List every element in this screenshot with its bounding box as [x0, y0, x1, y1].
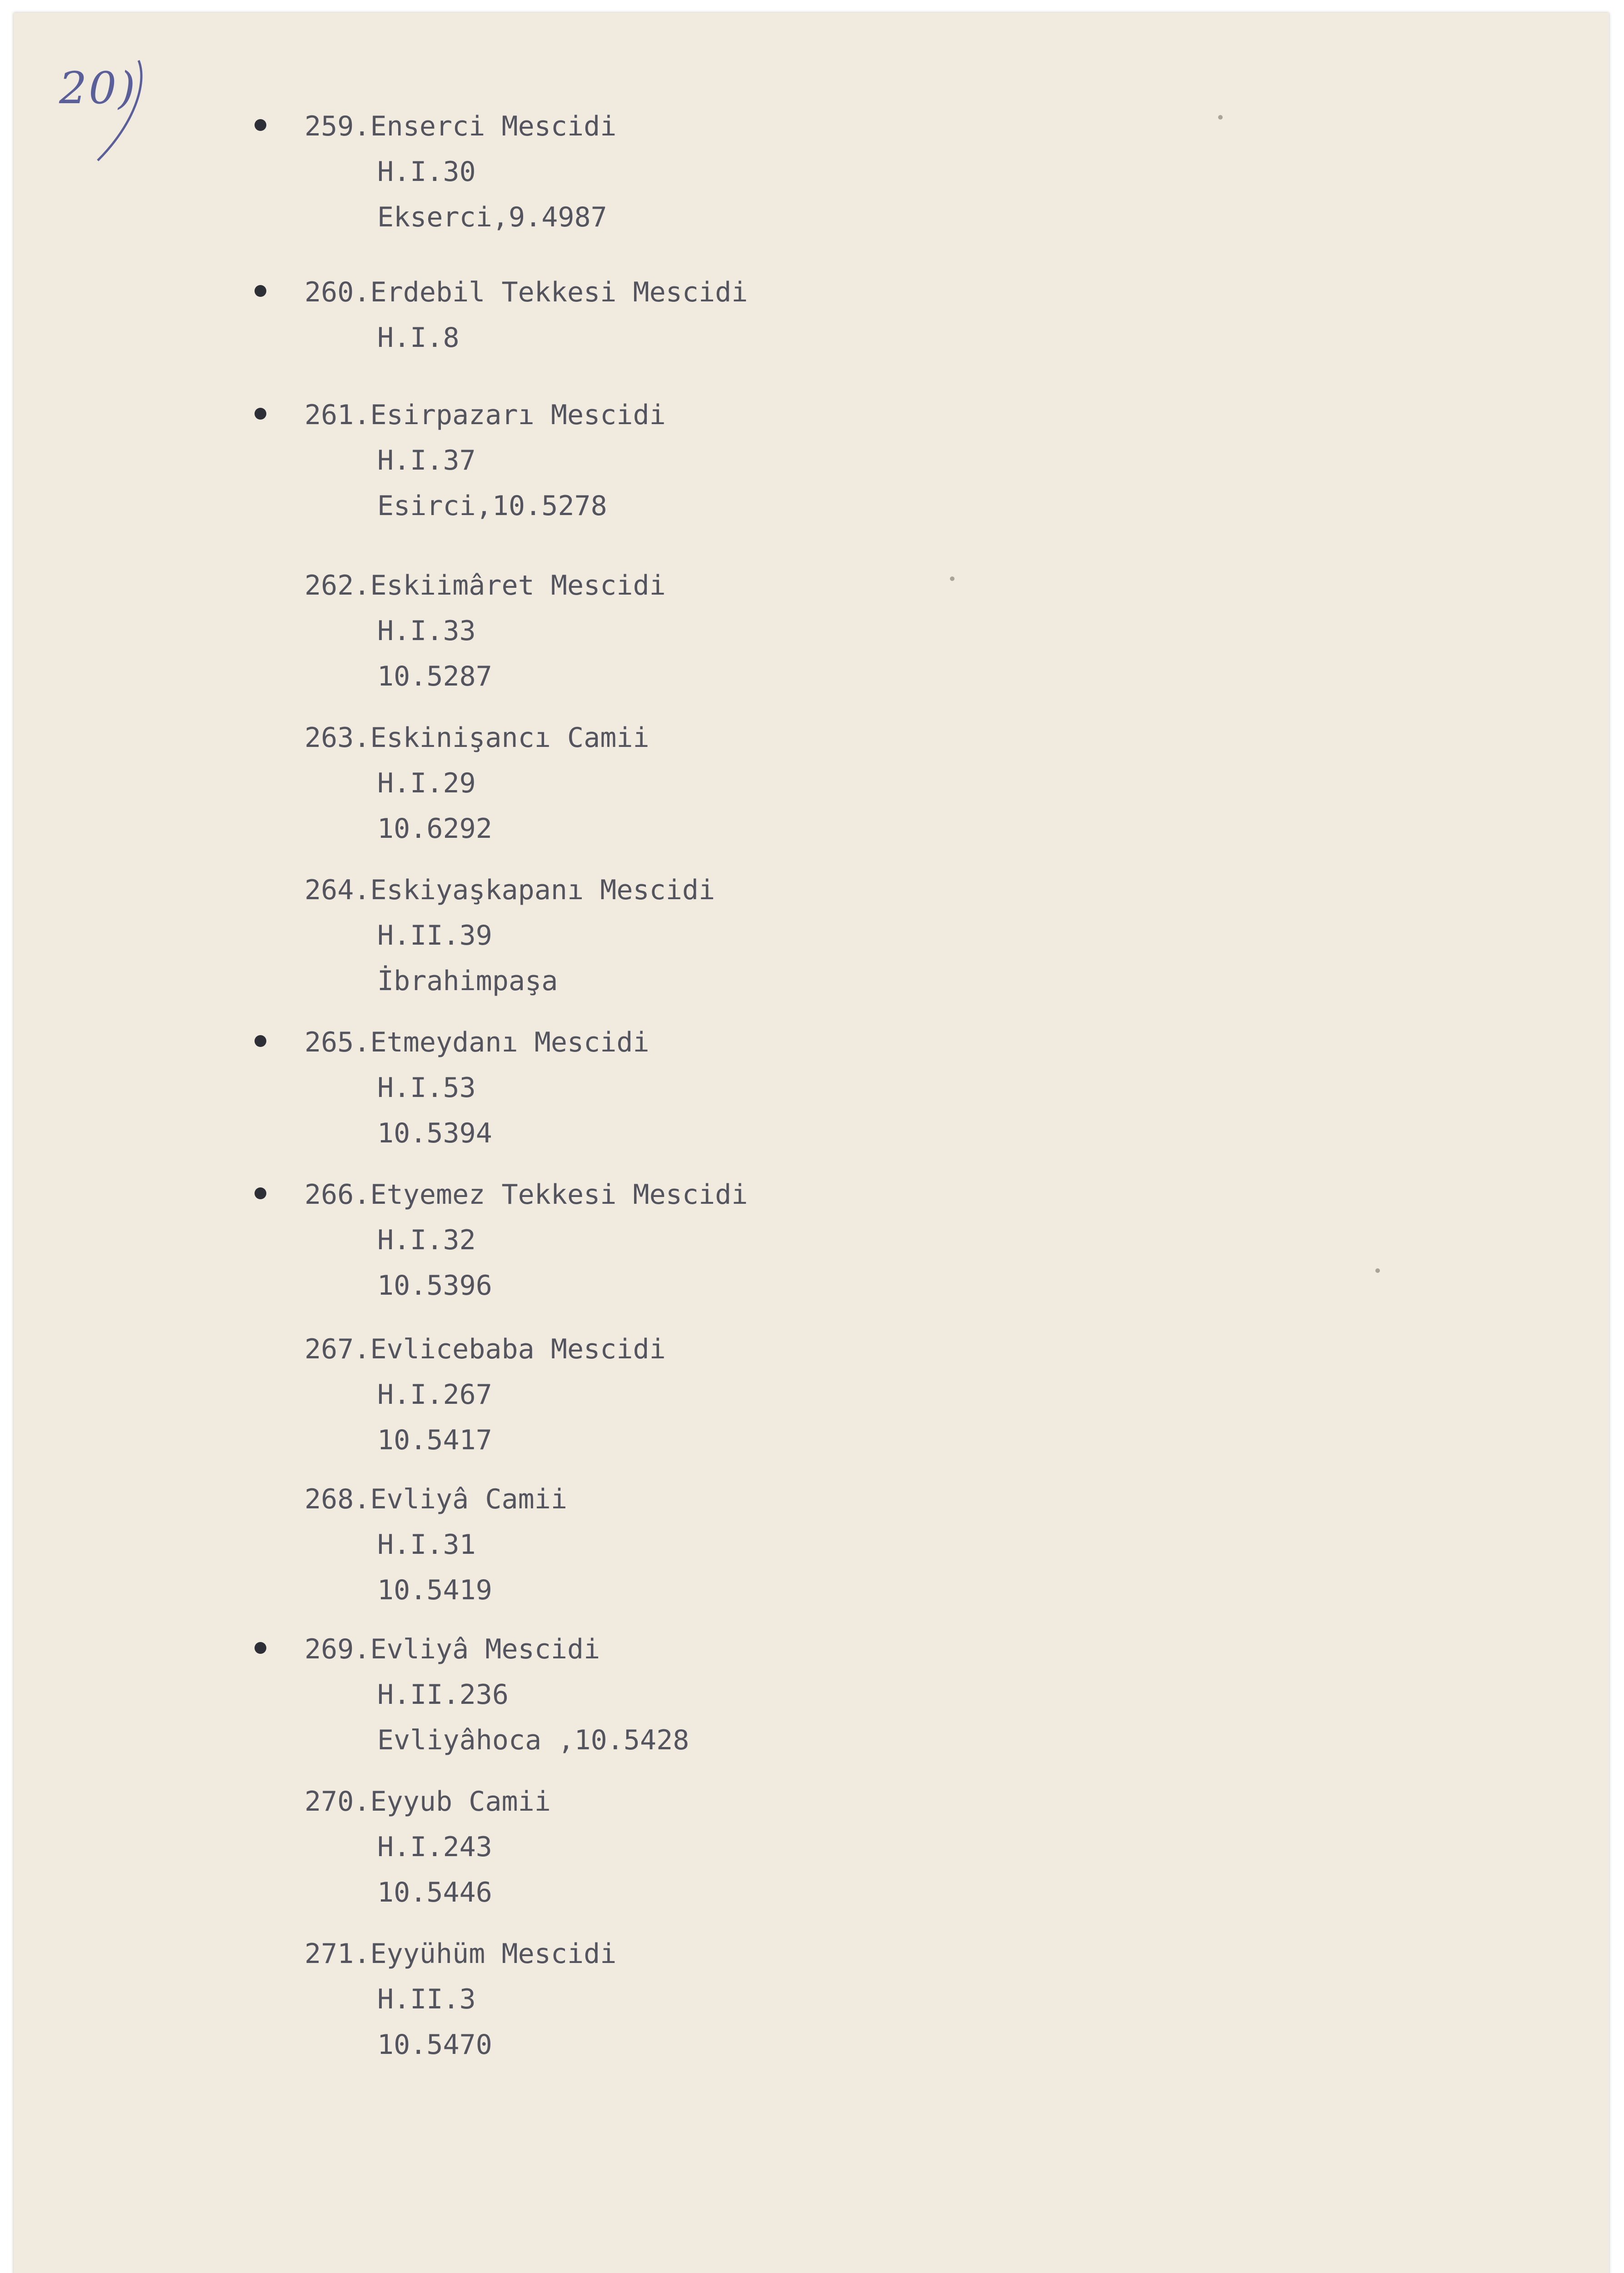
- margin-note: 20): [59, 63, 137, 114]
- entry-detail: 10.5417: [377, 1424, 492, 1456]
- entry-title: 266.Etyemez Tekkesi Mescidi: [305, 1179, 748, 1211]
- entry-detail: 10.5394: [377, 1117, 492, 1149]
- bullet-mark: [255, 408, 266, 420]
- entry-title: 263.Eskinişancı Camii: [305, 722, 650, 754]
- entry-title: 260.Erdebil Tekkesi Mescidi: [305, 276, 748, 308]
- entry-detail: İbrahimpaşa: [377, 965, 558, 997]
- entry-title: 259.Enserci Mescidi: [305, 110, 617, 142]
- entry-detail: 10.6292: [377, 813, 492, 845]
- entry-reference: H.I.37: [377, 445, 476, 476]
- paper-speck: [1375, 1268, 1380, 1273]
- entry-reference: H.I.33: [377, 615, 476, 647]
- entry-detail: 10.5419: [377, 1574, 492, 1606]
- entry-detail: 10.5396: [377, 1270, 492, 1302]
- bullet-mark: [255, 1035, 266, 1047]
- entry-detail: 10.5470: [377, 2029, 492, 2061]
- entry-reference: H.I.53: [377, 1072, 476, 1104]
- entry-detail: Ekserci,9.4987: [377, 201, 607, 233]
- entry-reference: H.I.31: [377, 1529, 476, 1561]
- entry-reference: H.I.8: [377, 322, 460, 354]
- margin-note-stroke: [93, 56, 152, 165]
- document-page: [14, 13, 1609, 2273]
- entry-reference: H.I.30: [377, 156, 476, 188]
- entry-title: 271.Eyyühüm Mescidi: [305, 1938, 617, 1970]
- entry-title: 262.Eskiimâret Mescidi: [305, 570, 666, 601]
- entry-reference: H.II.39: [377, 920, 492, 951]
- paper-speck: [1218, 115, 1223, 120]
- bullet-mark: [255, 119, 266, 131]
- entry-reference: H.II.3: [377, 1983, 476, 2015]
- entry-reference: H.I.267: [377, 1379, 492, 1411]
- entry-title: 269.Evliyâ Mescidi: [305, 1633, 600, 1665]
- entry-reference: H.I.243: [377, 1831, 492, 1863]
- entry-detail: 10.5446: [377, 1877, 492, 1908]
- entry-title: 267.Evlicebaba Mescidi: [305, 1333, 666, 1365]
- paper-speck: [950, 576, 954, 581]
- entry-reference: H.II.236: [377, 1679, 509, 1711]
- entry-title: 268.Evliyâ Camii: [305, 1483, 567, 1515]
- entry-detail: 10.5287: [377, 661, 492, 692]
- bullet-mark: [255, 285, 266, 297]
- entry-title: 264.Eskiyaşkapanı Mescidi: [305, 874, 715, 906]
- entry-title: 261.Esirpazarı Mescidi: [305, 399, 666, 431]
- entry-detail: Esirci,10.5278: [377, 490, 607, 522]
- entry-title: 270.Eyyub Camii: [305, 1786, 551, 1817]
- entry-reference: H.I.29: [377, 767, 476, 799]
- bullet-mark: [255, 1642, 266, 1654]
- entry-reference: H.I.32: [377, 1224, 476, 1256]
- bullet-mark: [255, 1187, 266, 1199]
- entry-title: 265.Etmeydanı Mescidi: [305, 1026, 650, 1058]
- entry-detail: Evliyâhoca ,10.5428: [377, 1724, 690, 1756]
